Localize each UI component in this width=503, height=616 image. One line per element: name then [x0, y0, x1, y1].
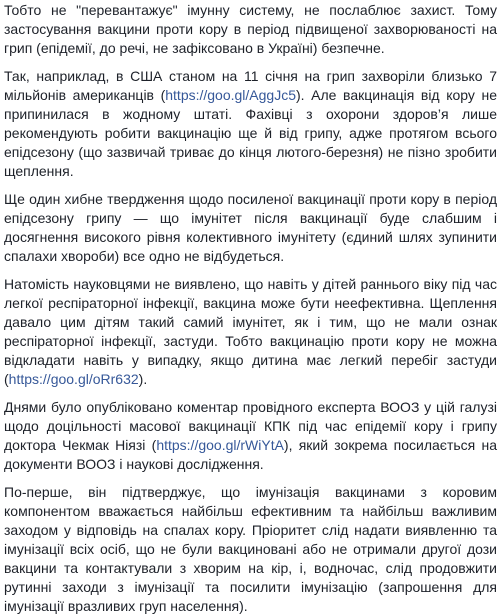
link-rwiyta[interactable]: https://goo.gl/rWiYtA [156, 437, 284, 453]
paragraph-6 [4, 483, 497, 616]
paragraph-2 [4, 67, 497, 181]
paragraph-1 [4, 1, 497, 58]
paragraph-5 [4, 398, 497, 474]
paragraph-4 [4, 275, 497, 389]
paragraph-text: По-перше, він підтверджує, що імунізація вакцинами з коровим компонентом вважається найбільш ефективним та найбільш важливим заходом у відповідь на спалах кору. Пріоритет слід надати виявленню та імунізації всіх осіб, що не були вакциновані або не отримали другої дози вакцини та контактували з хворим на кір, і, водночас, слід продовжити рутинні заходи з імунізації та посилити імунізацію (запрошення для імунізації вразливих груп населення). [4, 484, 497, 614]
paragraph-3 [4, 190, 497, 266]
paragraph-text: ), який зокрема посилається на документи ВООЗ і наукові дослідження. [4, 437, 497, 472]
paragraph-text: ). Але вакцинація від кору не припинилася в жодному штаті. Фахівці з охорони здоров’я лише рекомендують робити вакцинацію ще й від грипу, адже протягом всього епідсезону (що зазвичай триває до кінця лютого-березня) не пізно зробити щеплення. [4, 87, 497, 179]
paragraph-text: Днями було опубліковано коментар провідного експерта ВООЗ у цій галузі щодо доцільності масової вакцинації КПК під час епідемії кору і грипу доктора Чекмак Ніязі ( [4, 399, 497, 453]
paragraph-text: ). [138, 371, 148, 387]
paragraph-text: Так, наприклад, в США станом на 11 січня на грип захворіли близько 7 мільйонів американців ( [4, 68, 497, 103]
paragraph-text: Натомість науковцями не виявлено, що навіть у дітей раннього віку під час легкої респіраторної інфекції, вакцина може бути неефективна. Щеплення давало цим дітям такий самий імунітет, як і тим, що не мали ознак респіраторної інфекції, застуди. Тобто вакцинацію проти кору не можна відкладати навіть у випадку, якщо дитина має легкий перебіг застуди ( [4, 276, 497, 387]
link-agg-jc5[interactable]: https://goo.gl/AggJc5 [165, 87, 297, 103]
paragraph-text: Ще один хибне твердження щодо посиленої вакцинації проти кору в період епідсезону грипу — що імунітет після вакцинації буде слабшим і досягнення високого рівня колективного імунітету (єдиний шлях зупинити спалахи хвороби) все одно не відбудеться. [4, 191, 497, 264]
link-orr632[interactable]: https://goo.gl/oRr632 [8, 371, 139, 387]
paragraph-text: Тобто не "перевантажує" імунну систему, не послаблює захист. Тому застосування вакцини проти кору в період підвищеної захворюваності на грип (епідемії, до речі, не зафіксовано в Україні) безпечне. [4, 2, 497, 56]
